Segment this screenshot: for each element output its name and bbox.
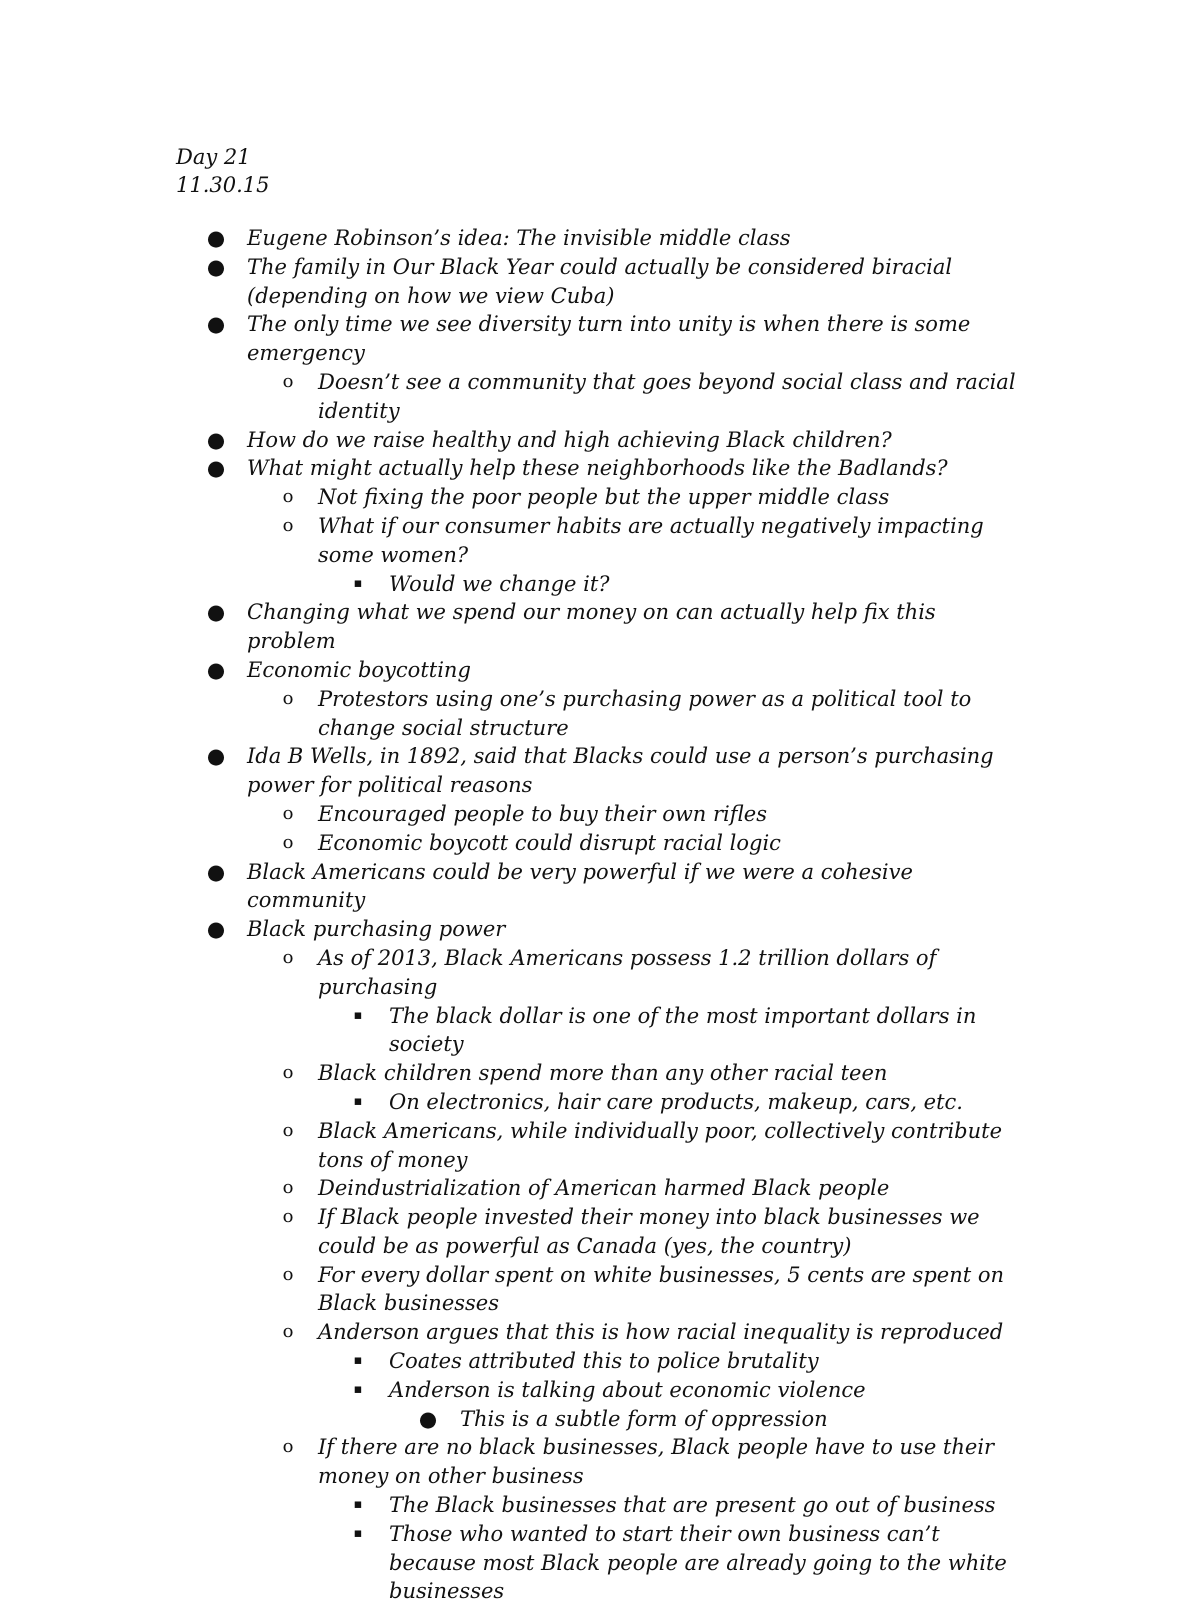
- note-item-level-2: [0, 1261, 1030, 1319]
- note-item-level-3: [0, 1347, 1029, 1376]
- note-text: If there are no black businesses, Black people have to use their money on other business: [318, 1435, 995, 1489]
- circle-bullet-icon: o: [282, 1263, 294, 1285]
- square-bullet-icon: ▪: [353, 1525, 363, 1541]
- note-text: Protestors using one’s purchasing power as a political tool to change social structure: [318, 686, 972, 740]
- dot-bullet-icon: ●: [206, 600, 226, 625]
- note-item-level-2: [0, 1203, 1030, 1261]
- note-item-level-3: [0, 1376, 1029, 1405]
- circle-bullet-icon: o: [282, 802, 294, 824]
- note-text: Deindustrialization of American harmed Black people: [318, 1176, 890, 1201]
- note-item-level-3: [0, 1002, 1029, 1060]
- note-item-level-1: [0, 915, 1027, 944]
- circle-bullet-icon: o: [282, 1062, 294, 1084]
- note-text: How do we raise healthy and high achieving Black children?: [247, 427, 892, 452]
- note-text: The Black businesses that are present go out of business: [389, 1493, 996, 1518]
- dot-bullet-icon: ●: [206, 456, 226, 481]
- note-text: Economic boycotting: [247, 657, 471, 682]
- note-item-level-1: [0, 858, 1027, 916]
- note-item-level-2: [0, 800, 1030, 829]
- note-item-level-2: [0, 685, 1030, 743]
- note-item-level-1: [0, 598, 1027, 656]
- note-item-level-2: [0, 483, 1030, 512]
- note-item-level-1: [0, 310, 1027, 368]
- dot-bullet-icon: ●: [206, 254, 226, 279]
- note-text: The black dollar is one of the most important dollars in society: [389, 1003, 977, 1057]
- dot-bullet-icon: ●: [206, 859, 226, 884]
- note-text: Black Americans, while individually poor, collectively contribute tons of money: [318, 1118, 1002, 1172]
- note-text: Black Americans could be very powerful if we were a cohesive community: [247, 859, 913, 913]
- circle-bullet-icon: o: [282, 486, 294, 508]
- dot-bullet-icon: ●: [206, 312, 226, 337]
- note-item-level-2: [0, 1059, 1030, 1088]
- note-item-level-4: [0, 1405, 1030, 1434]
- note-item-level-2: [0, 1174, 1030, 1203]
- note-text: Doesn’t see a community that goes beyond social class and racial identity: [318, 369, 1016, 423]
- circle-bullet-icon: o: [282, 1177, 294, 1199]
- note-text: Coates attributed this to police brutality: [389, 1349, 819, 1374]
- note-item-level-3: [0, 570, 1029, 599]
- notes-list: [0, 224, 1200, 1606]
- square-bullet-icon: ▪: [353, 1007, 363, 1023]
- note-text: Economic boycott could disrupt racial logic: [318, 830, 781, 855]
- note-item-level-2: [0, 944, 1030, 1002]
- circle-bullet-icon: o: [282, 946, 294, 968]
- note-text: Anderson argues that this is how racial inequality is reproduced: [318, 1320, 1004, 1345]
- dot-bullet-icon: ●: [206, 917, 226, 942]
- note-text: Changing what we spend our money on can actually help fix this problem: [247, 600, 936, 654]
- note-text: What if our consumer habits are actually negatively impacting some women?: [318, 513, 984, 567]
- note-text: The family in Our Black Year could actually be considered biracial (depending on how we view Cuba): [247, 254, 953, 308]
- circle-bullet-icon: o: [282, 370, 294, 392]
- dot-bullet-icon: ●: [206, 657, 226, 682]
- square-bullet-icon: ▪: [353, 575, 363, 591]
- note-text: Those who wanted to start their own business can’t because most Black people are already going to the white businesses: [389, 1521, 1007, 1604]
- note-item-level-3: [0, 1491, 1029, 1520]
- note-item-level-2: [0, 829, 1030, 858]
- square-bullet-icon: ▪: [353, 1093, 363, 1109]
- note-text: Black children spend more than any other racial teen: [318, 1061, 888, 1086]
- note-text: On electronics, hair care products, makeup, cars, etc.: [389, 1089, 963, 1114]
- square-bullet-icon: ▪: [353, 1381, 363, 1397]
- circle-bullet-icon: o: [282, 1206, 294, 1228]
- note-item-level-1: [0, 426, 1027, 455]
- note-item-level-2: [0, 1117, 1030, 1175]
- date-heading: 11.30.15: [176, 173, 270, 197]
- note-item-level-3: [0, 1520, 1029, 1606]
- note-item-level-1: [0, 224, 1027, 253]
- note-text: If Black people invested their money into black businesses we could be as powerful as Canada (yes, the country): [318, 1205, 980, 1258]
- note-text: Black purchasing power: [247, 917, 506, 942]
- circle-bullet-icon: o: [282, 831, 294, 853]
- note-text: Eugene Robinson’s idea: The invisible middle class: [247, 226, 791, 250]
- note-text: This is a subtle form of oppression: [460, 1406, 828, 1431]
- note-item-level-1: [0, 742, 1027, 800]
- note-text: The only time we see diversity turn into unity is when there is some emergency: [247, 312, 971, 366]
- note-item-level-1: [0, 454, 1027, 483]
- note-item-level-3: [0, 1088, 1029, 1117]
- circle-bullet-icon: o: [282, 1321, 294, 1343]
- dot-bullet-icon: ●: [418, 1406, 438, 1431]
- note-text: Encouraged people to buy their own rifles: [318, 801, 767, 826]
- note-item-level-2: [0, 1433, 1030, 1491]
- note-item-level-2: [0, 368, 1030, 426]
- note-item-level-1: [0, 253, 1027, 311]
- circle-bullet-icon: o: [282, 1119, 294, 1141]
- note-text: Anderson is talking about economic violence: [389, 1377, 866, 1402]
- dot-bullet-icon: ●: [206, 744, 226, 769]
- dot-bullet-icon: ●: [206, 427, 226, 452]
- square-bullet-icon: ▪: [353, 1353, 363, 1369]
- note-item-level-2: [0, 1318, 1030, 1347]
- circle-bullet-icon: o: [282, 1436, 294, 1458]
- note-text: What might actually help these neighborhoods like the Badlands?: [247, 456, 948, 481]
- note-item-level-2: [0, 512, 1030, 570]
- circle-bullet-icon: o: [282, 514, 294, 536]
- note-text: Not fixing the poor people but the upper middle class: [318, 485, 890, 510]
- note-text: For every dollar spent on white businesses, 5 cents are spent on Black businesses: [318, 1262, 1004, 1316]
- dot-bullet-icon: ●: [206, 226, 226, 250]
- note-item-level-1: [0, 656, 1027, 685]
- square-bullet-icon: ▪: [353, 1497, 363, 1513]
- day-heading: Day 21: [176, 145, 251, 169]
- note-text: Ida B Wells, in 1892, said that Blacks could use a person’s purchasing power for political reasons: [247, 744, 994, 798]
- note-text: Would we change it?: [389, 571, 610, 596]
- note-text: As of 2013, Black Americans possess 1.2 trillion dollars of purchasing: [318, 945, 937, 999]
- circle-bullet-icon: o: [282, 687, 294, 709]
